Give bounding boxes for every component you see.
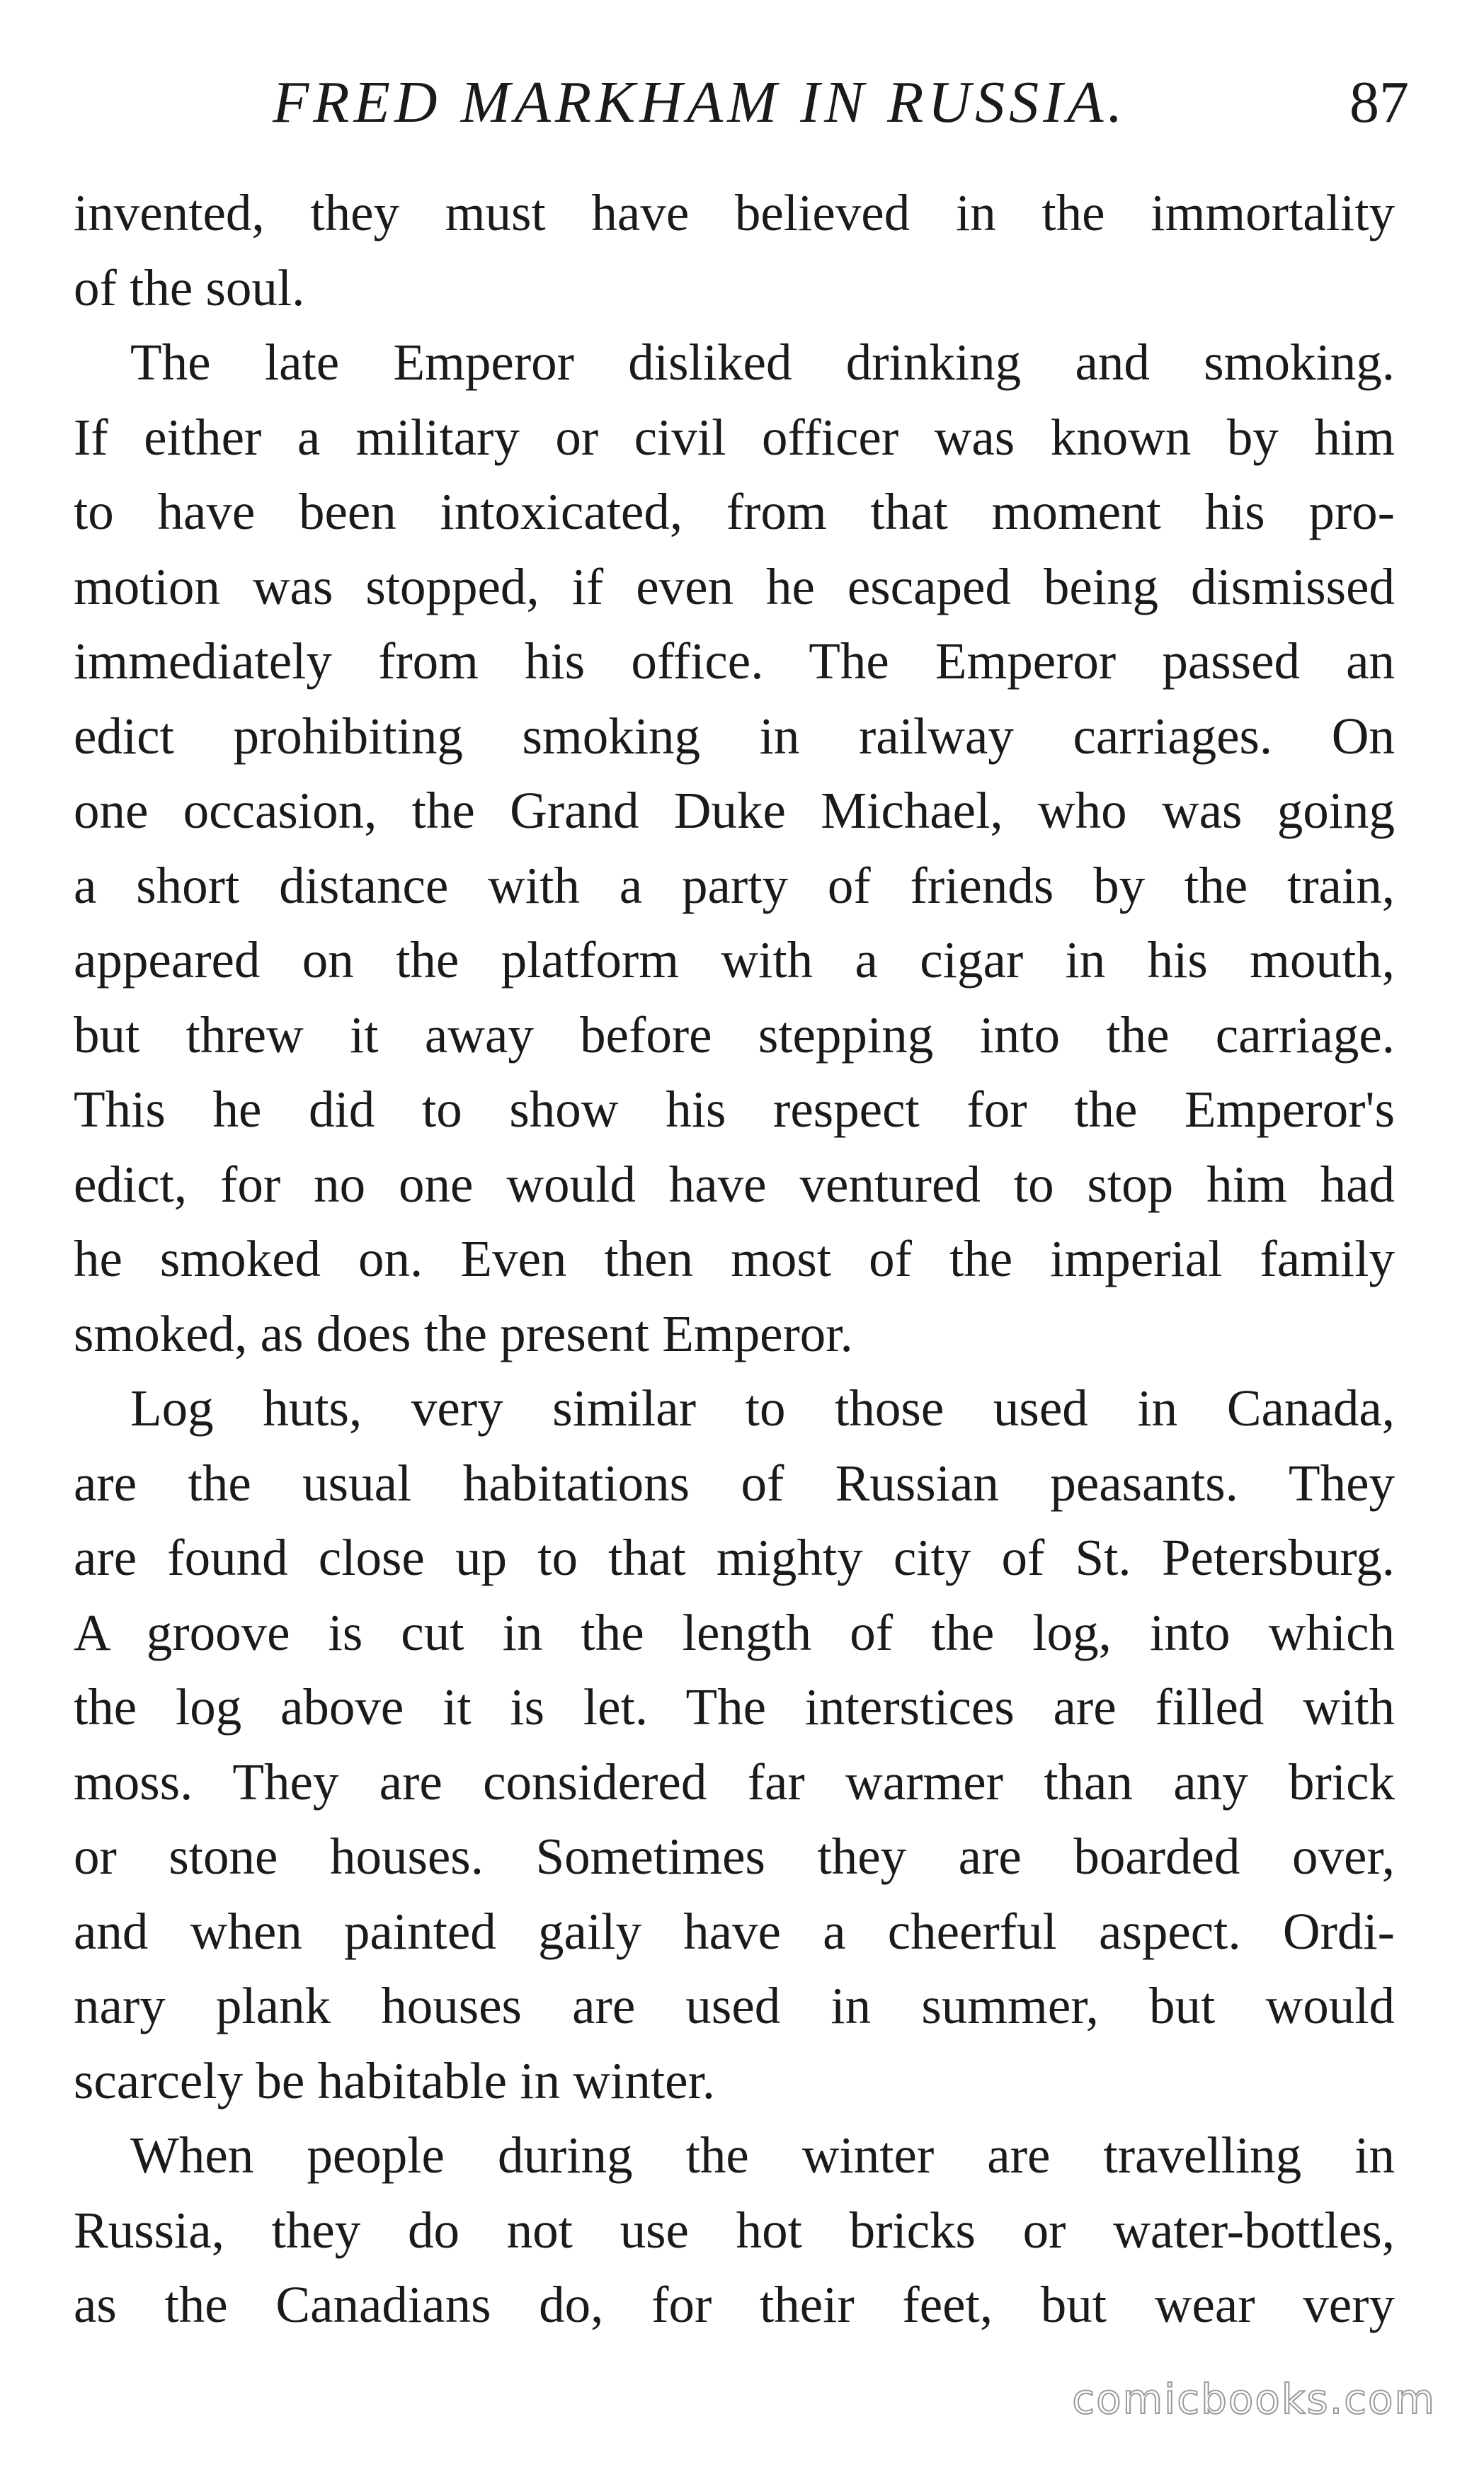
text-line: one occasion, the Grand Duke Michael, who was going <box>74 782 1395 839</box>
text-line: of the soul. <box>74 258 305 317</box>
body-text <box>74 176 1395 2342</box>
running-title: FRED MARKHAM IN RUSSIA. <box>273 69 1127 135</box>
text-line: moss. They are considered far warmer than any brick <box>74 1753 1395 1811</box>
paragraph <box>74 176 1395 325</box>
text-line: Log huts, very similar to those used in Canada, <box>130 1379 1395 1437</box>
running-head <box>71 64 1409 142</box>
text-line: scarcely be habitable in winter. <box>74 2051 716 2109</box>
text-line: If either a military or civil officer was known by him <box>74 408 1395 466</box>
text-line: Russia, they do not use hot bricks or water-bottles, <box>74 2201 1395 2259</box>
text-line: are the usual habitations of Russian peasants. They <box>74 1454 1395 1512</box>
text-line: invented, they must have believed in the immortality <box>74 184 1395 241</box>
text-line: edict prohibiting smoking in railway carriages. On <box>74 707 1395 765</box>
text-line: motion was stopped, if even he escaped being dismissed <box>74 557 1395 615</box>
text-line: and when painted gaily have a cheerful aspect. Ordi- <box>74 1902 1395 1960</box>
page-number: 87 <box>1349 69 1409 135</box>
text-line: nary plank houses are used in summer, but would <box>74 1977 1395 2034</box>
text-line: immediately from his office. The Emperor passed an <box>74 632 1395 690</box>
text-line: smoked, as does the present Emperor. <box>74 1304 853 1362</box>
text-line: a short distance with a party of friends by the train, <box>74 856 1395 914</box>
text-line: or stone houses. Sometimes they are boarded over, <box>74 1828 1395 1885</box>
text-line: This he did to show his respect for the Emperor's <box>74 1081 1395 1138</box>
text-line: he smoked on. Even then most of the imperial family <box>74 1230 1395 1287</box>
text-line: as the Canadians do, for their feet, but wear very <box>74 2276 1395 2333</box>
watermark: comicbooks.com <box>1072 2375 1436 2423</box>
paragraph <box>74 1371 1395 2118</box>
text-line: the log above it is let. The interstices are filled with <box>74 1678 1395 1736</box>
text-line: The late Emperor disliked drinking and smoking. <box>130 334 1395 391</box>
paragraph <box>74 325 1395 1371</box>
text-line: are found close up to that mighty city of St. Petersburg. <box>74 1529 1395 1586</box>
text-line: to have been intoxicated, from that moment his pro- <box>74 483 1395 540</box>
text-line: When people during the winter are travelling in <box>130 2126 1395 2184</box>
text-line: A groove is cut in the length of the log, into which <box>74 1603 1395 1661</box>
text-line: appeared on the platform with a cigar in his mouth, <box>74 931 1395 989</box>
paragraph <box>74 2118 1395 2342</box>
text-line: edict, for no one would have ventured to stop him had <box>74 1155 1395 1213</box>
text-line: but threw it away before stepping into the carriage. <box>74 1006 1395 1064</box>
